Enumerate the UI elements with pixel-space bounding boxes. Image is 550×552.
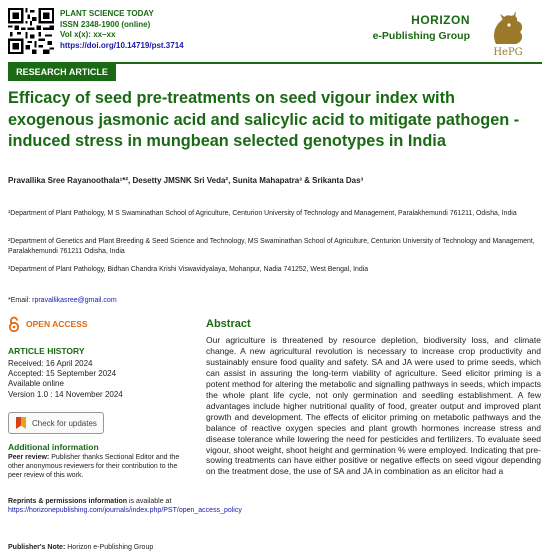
article-history-heading: ARTICLE HISTORY [8,346,85,356]
journal-issn: ISSN 2348-1900 (online) [60,19,151,29]
publisher-line2: e-Publishing Group [372,30,470,42]
additional-info-heading: Additional information [8,442,99,452]
peer-review-text: Publisher thanks Sectional Editor and the other anonymous reviewers for their contribution to the peer review of this work. [8,454,180,479]
logo-text: HePG [493,47,523,58]
bookmark-update-icon [15,416,27,430]
peer-review-note [8,453,186,480]
open-access [8,316,88,332]
publisher-logo [478,8,538,58]
peer-review-label: Peer review: [8,454,50,461]
abstract-text: Our agriculture is threatened by resource depletion, biodiversity loss, and climate change. A new agricultural revolution is necessary to increase crop productivity and sustainably ensure food quality and safety. SA and JA were used to prime seeds, which can assist in assuring the long-term viability of agriculture. Seed elicitor priming is a potent method for altering the metabolic and signalling pathways in seeds, which impacts the whole plant life cycle, not only germination and seedling establishment. A few advantages include higher nutritional quality of food, greater output and improved plant growth and development. The effects of elicitor priming on metabolic pathways and the balance of reactive oxygen species and plant growth hormones increase stress and disease tolerance while lowering the need for pesticides and fertilizers. To evaluate seed vigour, shoot weight, shoot height and germination % were employed. Indicating that pre-sowing treatments can have either positive or negative effects on seed vigour depending on the treatment dose, the use of SA and JA in combination as an elicitor had a [206,335,541,477]
affiliation-2: ²Department of Genetics and Plant Breeding & Seed Science and Technology, MS Swaminathan School of Agriculture, Centurion University of Technology and Management, Paralakhemundi 761211 Odisha, India [8,238,535,255]
available-online: Available online [8,379,64,389]
reprints-text: is available at [127,498,172,505]
doi-link[interactable]: https://doi.org/10.14719/pst.3714 [60,40,184,50]
affiliation-1: ¹Department of Plant Pathology, M S Swaminathan School of Agriculture, Centurion University of Technology and Management, Paralakhemundi 761211, Odisha, India [8,210,517,217]
check-for-updates-label: Check for updates [32,418,97,428]
journal-volume: Vol x(x): xx–xx [60,30,116,40]
publisher-note [8,543,186,552]
article-history [8,359,123,400]
reprints-note [8,497,242,515]
authors: Pravallika Sree Rayanoothala¹*², Desetty JMSNK Sri Veda², Sunita Mahapatra³ & Srikanta Das³ [8,176,364,185]
open-access-label: OPEN ACCESS [26,319,88,329]
publisher-line1: HORIZON [411,13,470,27]
received-date: Received: 16 April 2024 [8,359,93,368]
reprints-link[interactable]: https://horizonepublishing.com/journals/index.php/PST/open_access_policy [8,507,242,514]
publisher-note-text: Horizon e-Publishing Group [65,544,154,551]
open-lock-icon [8,316,20,332]
abstract-heading: Abstract [206,318,251,330]
article-type-badge: RESEARCH ARTICLE [8,63,116,81]
qr-code [8,8,54,54]
journal-info [60,9,184,51]
affiliation-3: ³Department of Plant Pathology, Bidhan Chandra Krishi Viswavidyalaya, Mohanpur, Nadia 741252, West Bengal, India [8,266,369,273]
check-for-updates-button[interactable] [8,412,104,434]
email-label: *Email: [8,297,33,304]
article-title: Efficacy of seed pre-treatments on seed vigour index with exogenous jasmonic acid and salicylic acid to mitigate pathogen -induced stress in mungbean selected genotypes in India [8,89,520,150]
publisher-name [373,13,470,42]
journal-name: PLANT SCIENCE TODAY [60,9,154,18]
corresponding-email [8,297,117,304]
publisher-note-label: Publisher's Note: [8,544,66,551]
reprints-label: Reprints & permissions information [8,498,128,505]
accepted-date: Accepted: 15 September 2024 [8,369,117,379]
version-date: Version 1.0 : 14 November 2024 [8,389,123,399]
email-address[interactable]: rpravallikasree@gmail.com [32,297,117,304]
